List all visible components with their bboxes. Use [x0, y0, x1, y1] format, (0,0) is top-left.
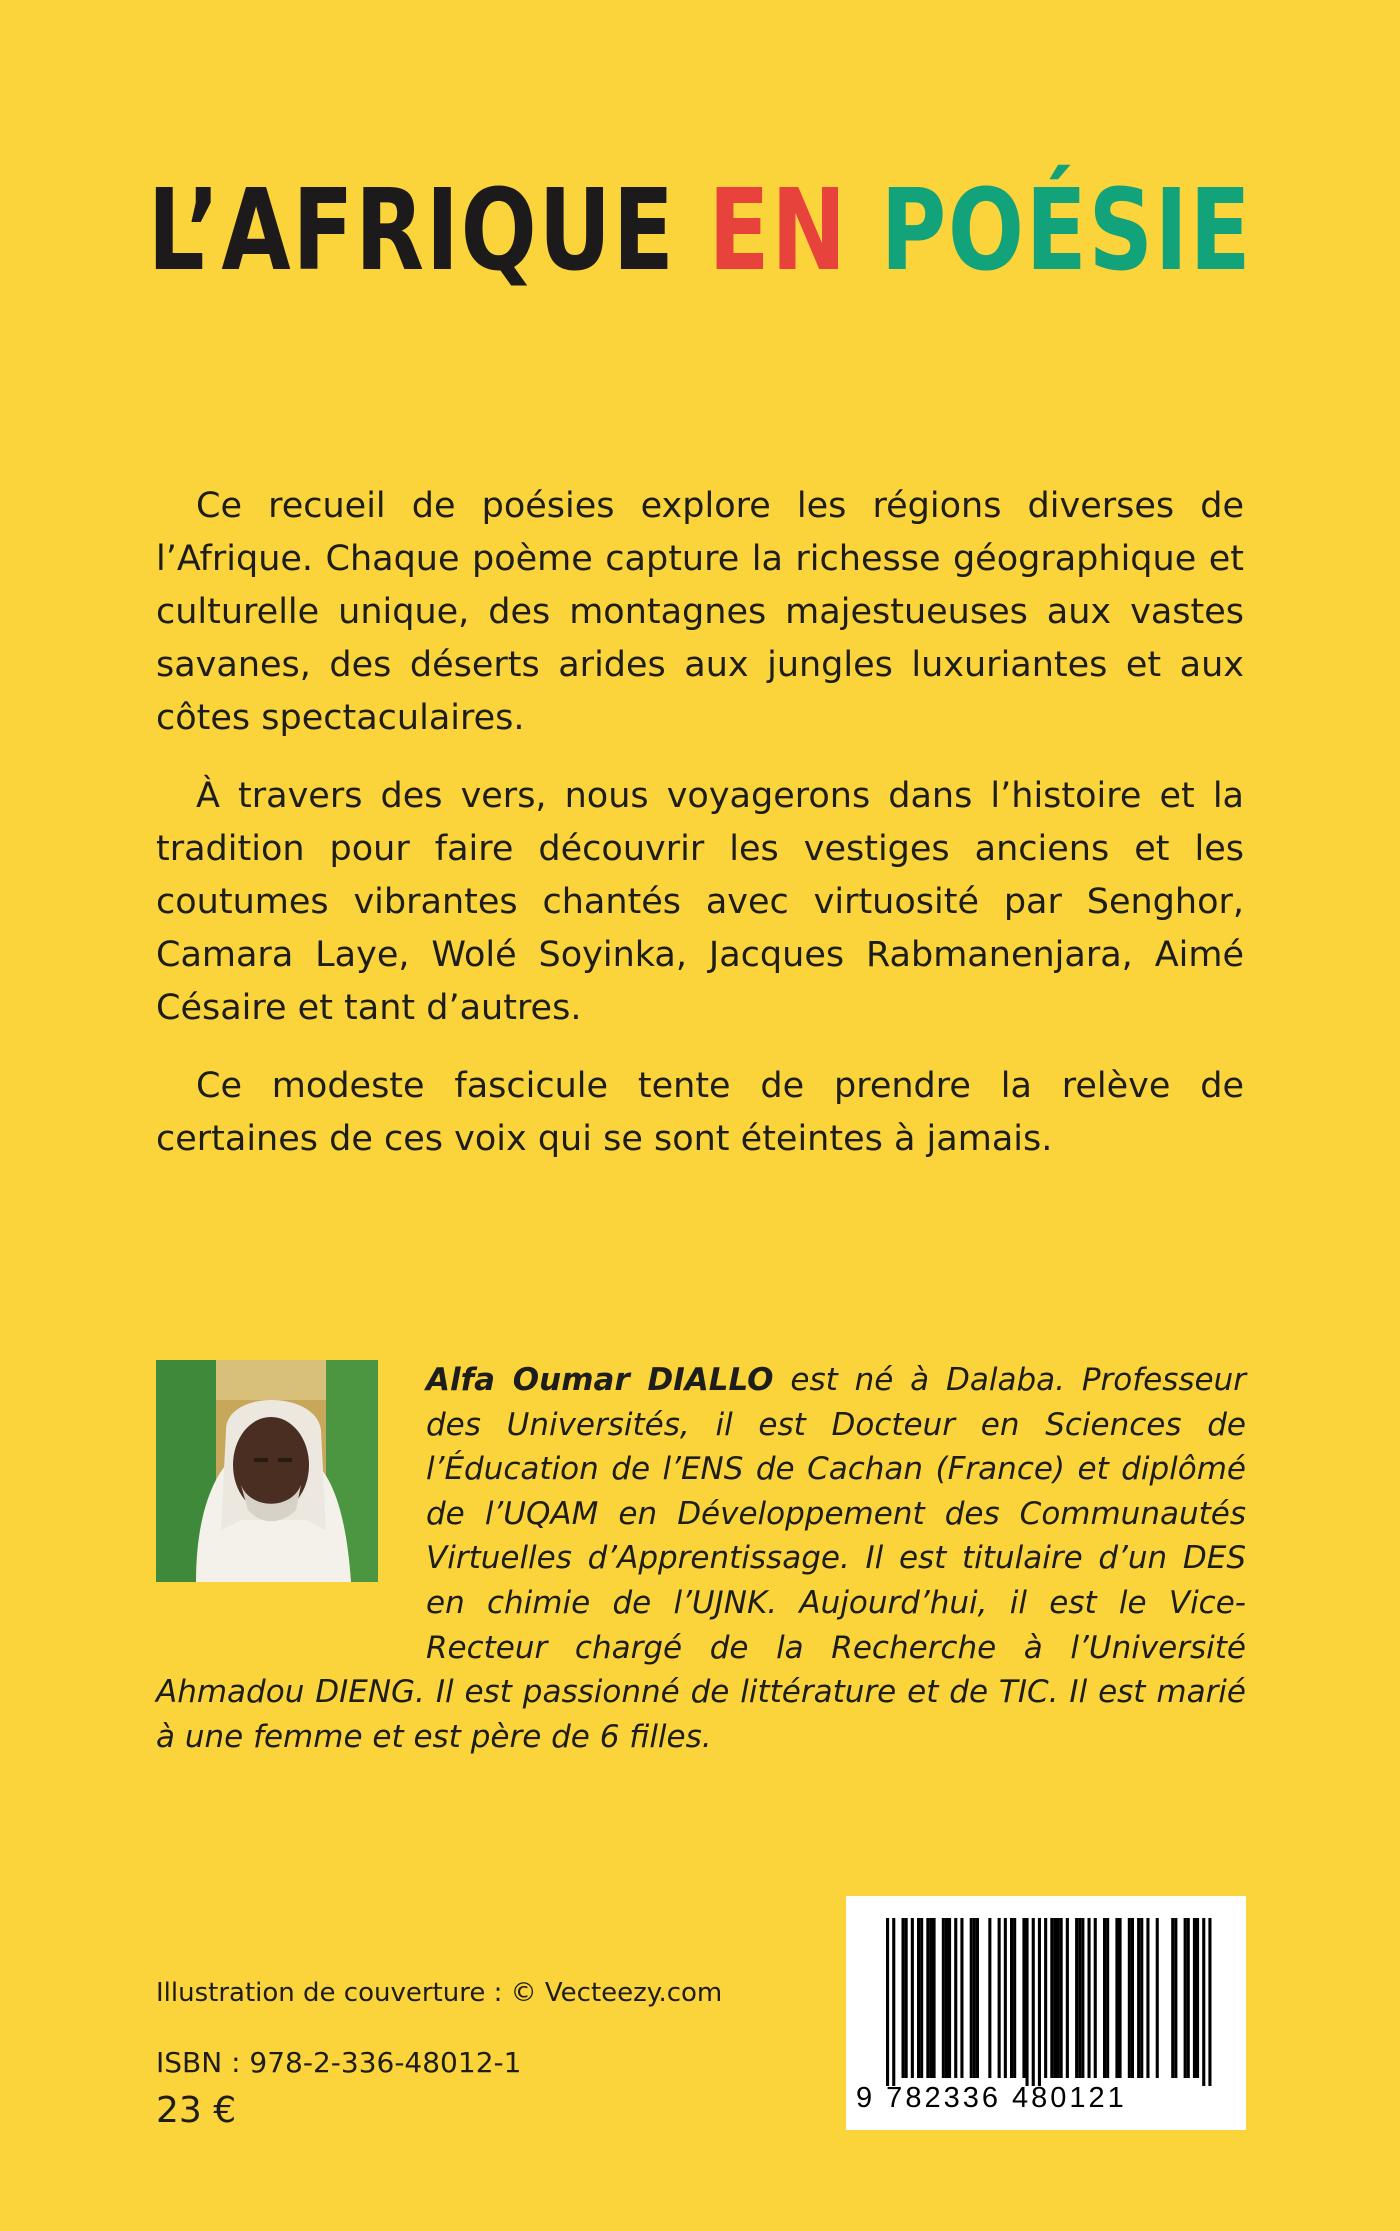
barcode-bar	[1060, 1918, 1063, 2078]
barcode-bar	[1128, 1918, 1131, 2078]
summary-paragraph-2: À travers des vers, nous voyagerons dans l’histoire et la tradition pour faire découvrir les vestiges anciens et les coutumes vibrantes chantés avec virtuosité par Senghor, Camara Laye, Wolé Soyinka, Jacques Rabmanenjara, Aimé Césaire et tant d’autres.	[156, 776, 1244, 1028]
barcode-bar	[1013, 1918, 1016, 2078]
barcode-digits: 9 782336 480121	[856, 2082, 1127, 2114]
barcode-bar	[998, 1918, 1001, 2078]
barcode-bar	[976, 1918, 979, 2078]
barcode-bar	[1057, 1918, 1060, 2078]
barcode-bar	[1103, 1918, 1106, 2078]
barcode-bar	[892, 1918, 895, 2086]
barcode-bar	[1202, 1918, 1205, 2086]
barcode-bar	[973, 1918, 976, 2078]
barcode-bar	[948, 1918, 951, 2078]
title-word-afrique: L’AFRIQUE	[147, 166, 676, 296]
barcode-bar	[902, 1918, 905, 2078]
author-name: Alfa Oumar DIALLO	[426, 1362, 774, 1398]
author-biography	[156, 1358, 1246, 1759]
barcode-bar	[970, 1918, 973, 2078]
barcode-bar	[1174, 1918, 1177, 2078]
barcode-bar	[1115, 1918, 1118, 2078]
barcode-bar	[1004, 1918, 1007, 2078]
barcode-bar	[1140, 1918, 1143, 2078]
barcode-bar	[1119, 1918, 1122, 2078]
cover-illustration-credit: Illustration de couverture : © Vecteezy.com	[156, 1978, 723, 2008]
barcode-bar	[1022, 1918, 1025, 2078]
barcode-bar	[960, 1918, 963, 2078]
barcode-bar	[1146, 1918, 1149, 2078]
barcode-bar	[988, 1918, 991, 2078]
barcode-bar	[1187, 1918, 1190, 2078]
barcode-bar	[1131, 1918, 1134, 2078]
barcode-bar	[1066, 1918, 1069, 2078]
barcode-bar	[1106, 1918, 1109, 2078]
title-word-en: EN	[708, 166, 848, 296]
barcode-bar	[905, 1918, 908, 2078]
barcode-bar	[954, 1918, 957, 2078]
barcode-bar	[929, 1918, 932, 2078]
summary-paragraph-1: Ce recueil de poésies explore les régions diverses de l’Afrique. Chaque poème capture la richesse géographique et culturelle unique, des montagnes majestueuses aux vastes savanes, des déserts arides aux jungles luxuriantes et aux côtes spectaculaires.	[156, 486, 1244, 738]
barcode-bar	[1184, 1918, 1187, 2078]
back-cover-summary	[156, 480, 1244, 1191]
barcode-bar	[1196, 1918, 1199, 2078]
barcode-bar	[1137, 1918, 1140, 2078]
barcode-bar	[1053, 1918, 1056, 2078]
barcode	[846, 1896, 1246, 2130]
book-title	[140, 166, 1260, 296]
barcode-bar	[933, 1918, 936, 2078]
barcode-bar	[1010, 1918, 1013, 2078]
barcode-bar	[1026, 1918, 1029, 2086]
barcode-bar	[1078, 1918, 1081, 2078]
title-word-poesie: POÉSIE	[880, 166, 1253, 296]
barcode-bar	[1208, 1918, 1211, 2086]
barcode-bar	[1032, 1918, 1035, 2086]
barcode-bar	[886, 1918, 889, 2086]
author-bio-text: est né à Dalaba. Professeur des Universités, il est Docteur en Sciences de l’Éducation de l’ENS de Cachan (France) et diplômé de l’UQAM en Développement des Communautés Virtuelles d’Apprentissage. Il est titulaire d’un DES en chimie de l’UJNK. Aujourd’hui, il est le Vice-Recteur chargé de la Recherche à l’Université Ahmadou DIENG. Il est passionné de littérature et de TIC. Il est marié à une femme et est père de 6 filles.	[156, 1362, 1246, 1755]
barcode-bar	[1171, 1918, 1174, 2078]
price: 23 €	[156, 2090, 237, 2131]
barcode-bar	[1038, 1918, 1041, 2086]
barcode-bar	[1193, 1918, 1196, 2078]
barcode-bars	[846, 1896, 1246, 2086]
barcode-bar	[942, 1918, 945, 2078]
barcode-bar	[1044, 1918, 1047, 2078]
summary-paragraph-3: Ce modeste fascicule tente de prendre la relève de certaines de ces voix qui se sont éteintes à jamais.	[156, 1066, 1244, 1159]
barcode-bar	[1075, 1918, 1078, 2078]
photo-spacer	[156, 1358, 426, 1662]
barcode-bar	[1088, 1918, 1091, 2078]
barcode-bar	[911, 1918, 914, 2078]
barcode-bar	[945, 1918, 948, 2078]
barcode-bar	[1081, 1918, 1084, 2078]
isbn-number: ISBN : 978-2-336-48012-1	[156, 2046, 522, 2079]
barcode-bar	[1050, 1918, 1053, 2078]
barcode-bar	[1094, 1918, 1097, 2078]
barcode-bar	[926, 1918, 929, 2078]
barcode-bar	[920, 1918, 923, 2078]
barcode-bar	[917, 1918, 920, 2078]
barcode-bar	[1156, 1918, 1159, 2078]
